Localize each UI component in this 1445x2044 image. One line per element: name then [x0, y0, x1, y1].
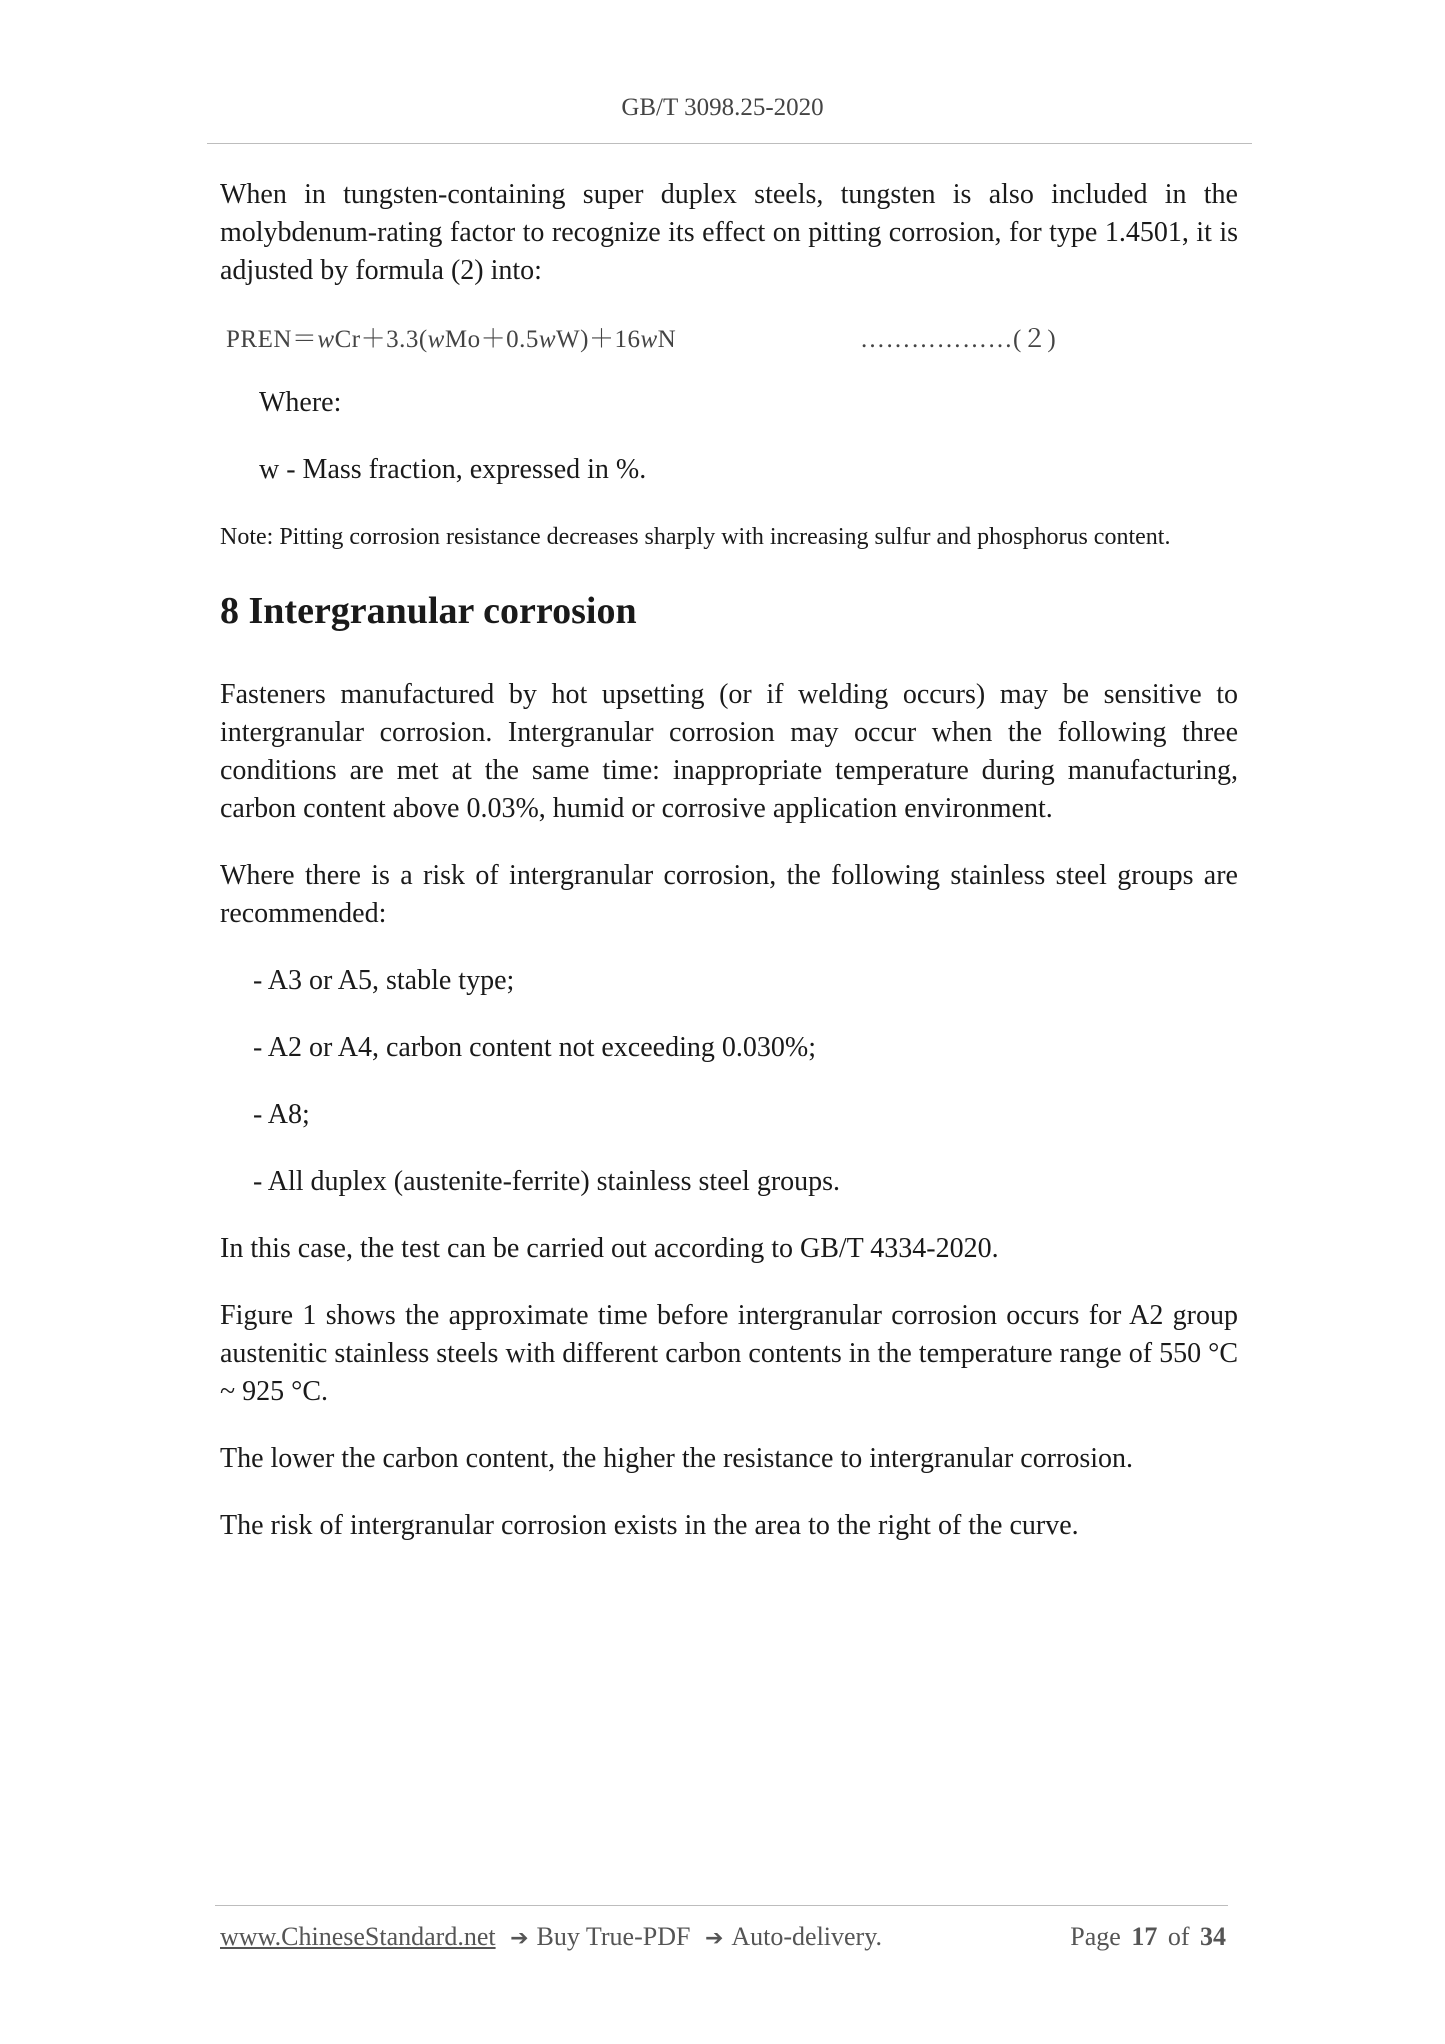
formula-var-w: w [427, 326, 445, 353]
buy-pdf-text: Buy True-PDF [536, 1922, 691, 1951]
page-footer [220, 1922, 1230, 1952]
section-paragraph: In this case, the test can be carried out according to GB/T 4334-2020. [220, 1233, 999, 1264]
section-paragraph: Figure 1 shows the approximate time before intergranular corrosion occurs for A2 group austenitic stainless steels with different carbon contents in the temperature range of 550 °C ~ 925 °C. [220, 1300, 1238, 1407]
formula-part: Mo＋0.5 [444, 326, 539, 353]
where-label: Where: [259, 387, 342, 418]
formula-part: PREN＝ [226, 326, 318, 353]
formula-expression [226, 319, 860, 355]
formula-var-w: w [317, 326, 335, 353]
page-indicator [1070, 1922, 1230, 1952]
arrow-right-icon: ➔ [704, 1926, 724, 1951]
document-header-title: GB/T 3098.25-2020 [621, 94, 824, 121]
formula-var-w: w [640, 326, 658, 353]
arrow-right-icon: ➔ [510, 1926, 529, 1951]
variable-definition: w - Mass fraction, expressed in %. [259, 454, 647, 485]
section-heading: 8 Intergranular corrosion [220, 590, 637, 632]
website-link[interactable]: www.ChineseStandard.net [220, 1922, 496, 1951]
page-label: Page [1070, 1922, 1121, 1951]
header-divider [207, 143, 1252, 144]
section-paragraph: Where there is a risk of intergranular corrosion, the following stainless steel groups are recommended: [220, 860, 1238, 929]
list-item: - A8; [253, 1099, 310, 1130]
page-number: 17 [1131, 1922, 1158, 1951]
formula-part: N [657, 326, 677, 353]
list-item: - A3 or A5, stable type; [253, 965, 515, 996]
page-content [220, 176, 1238, 1574]
intro-paragraph: When in tungsten-containing super duplex steels, tungsten is also included in the molybdenum-rating factor to recognize its effect on pitting corrosion, for type 1.4501, it is adjusted by formula (2) into: [220, 179, 1238, 286]
section-paragraph: The lower the carbon content, the higher the resistance to intergranular corrosion. [220, 1443, 1134, 1474]
section-paragraph: Fasteners manufactured by hot upsetting (or if welding occurs) may be sensitive to intergranular corrosion. Intergranular corrosion may occur when the following three conditions are met at the same time: inappropriate temperature during manufacturing, carbon content above 0.03%, humid or corrosive application environment. [220, 679, 1238, 824]
list-item: - A2 or A4, carbon content not exceeding 0.030%; [253, 1032, 816, 1063]
formula-var-w: w [538, 326, 557, 353]
auto-delivery-text: Auto-delivery. [731, 1922, 883, 1951]
formula-part: W)＋16 [556, 326, 641, 353]
formula-number: ………………(２) [860, 326, 1057, 353]
formula-part: Cr＋3.3( [334, 326, 428, 353]
note-text: Note: Pitting corrosion resistance decreases sharply with increasing sulfur and phosphorus content. [220, 524, 1171, 550]
formula-2 [226, 319, 1238, 357]
of-label: of [1167, 1922, 1190, 1951]
list-item: - All duplex (austenite-ferrite) stainless steel groups. [253, 1166, 841, 1197]
section-paragraph: The risk of intergranular corrosion exists in the area to the right of the curve. [220, 1510, 1079, 1541]
page-total: 34 [1200, 1922, 1226, 1951]
footer-divider [215, 1905, 1228, 1906]
footer-left [220, 1922, 882, 1952]
